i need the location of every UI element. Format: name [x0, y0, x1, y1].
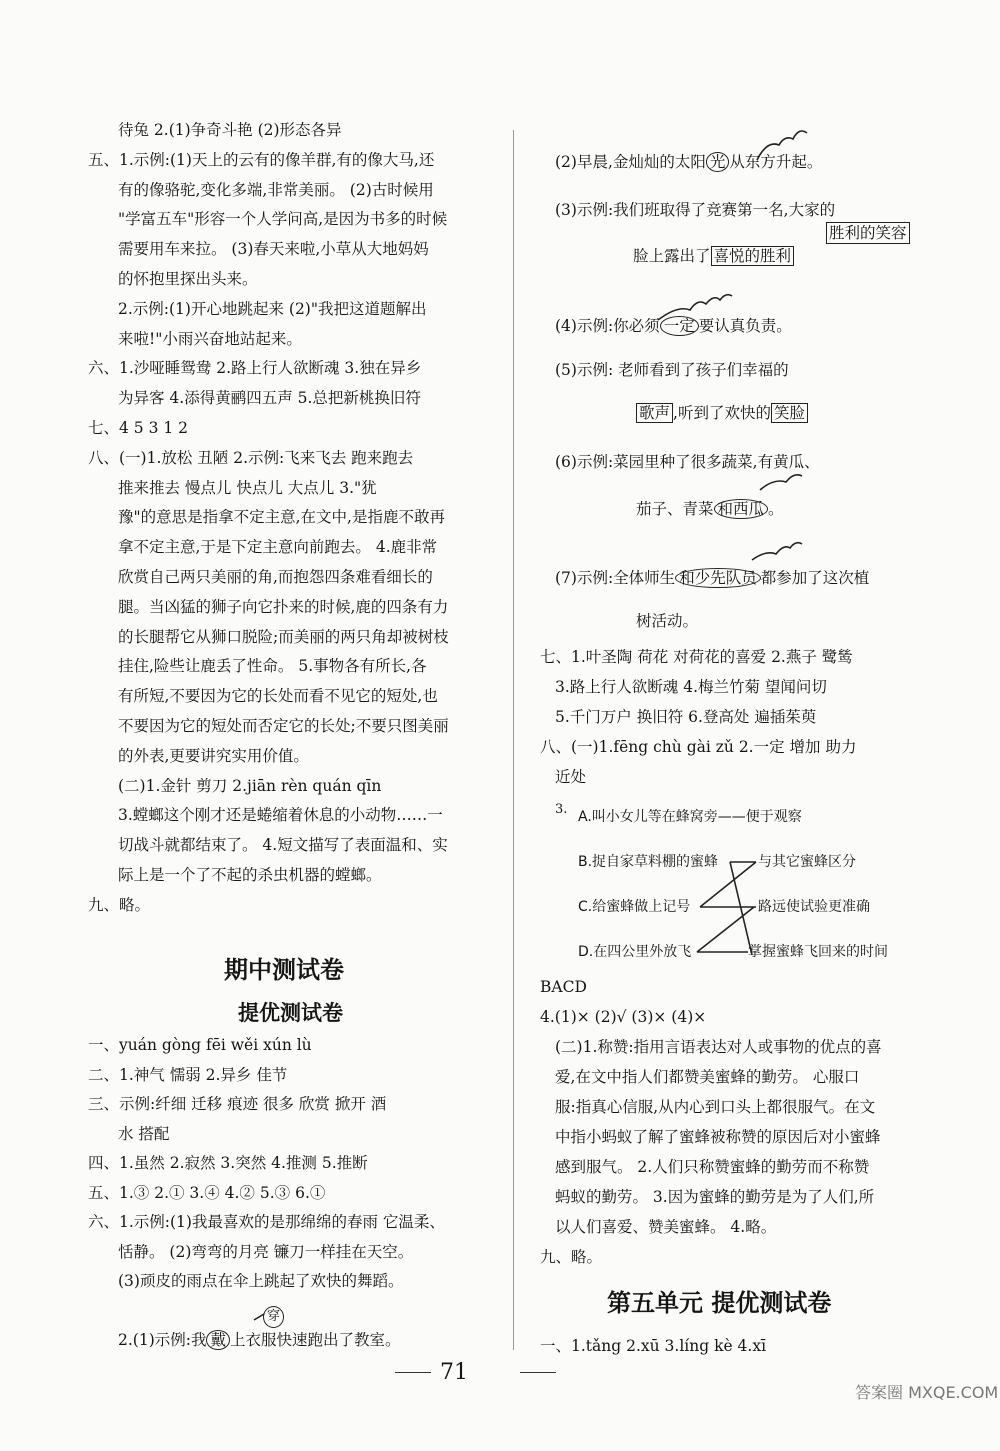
answer-line: 挂住,险些让鹿丢了性命。 5.事物各有所长,各 [118, 657, 427, 676]
answer-line: 四、1.虽然 2.寂然 3.突然 4.推测 5.推断 [88, 1154, 368, 1172]
swirl-mark-7 [752, 543, 802, 560]
answer-line: 欣赏自己两只美丽的角,而抱怨四条难看细长的 [118, 568, 433, 586]
page-dash-right [520, 1372, 556, 1373]
answer-line: 恬静。 (2)弯弯的月亮 镰刀一样挂在天空。 [118, 1242, 414, 1261]
circled-word: 一定 [660, 316, 699, 336]
text: (4)示例:你必须 [555, 317, 660, 335]
answer-line: 六、1.示例:(1)我最喜欢的是那绵绵的春雨 它温柔、 [88, 1213, 445, 1231]
answer-line: 蚂蚁的勤劳。 3.因为蜜蜂的勤劳是为了人们,所 [555, 1188, 875, 1206]
answer-line: 五、1.示例:(1)天上的云有的像羊群,有的像大马,还 [88, 150, 435, 169]
answer-line: 七、4 5 3 1 2 [88, 419, 189, 437]
answer-line: 腿。当凶猛的狮子向它扑来的时候,鹿的四条有力 [118, 597, 449, 616]
answer-line: 九、略。 [540, 1248, 603, 1266]
circled-word: 和少先队员 [675, 568, 761, 588]
text: 从东方升起。 [729, 153, 823, 171]
text: 脸上露出了 [633, 247, 711, 265]
question-3-number: 3. [555, 802, 568, 817]
answer-line: 2.示例:(1)开心地跳起来 (2)"我把这道题解出 [118, 299, 427, 318]
answer-line: 水 搭配 [118, 1124, 170, 1143]
advanced-test-title: 提优测试卷 [238, 1001, 343, 1025]
page-number: 71 [440, 1360, 468, 1385]
sentence-6a: (6)示例:菜园里种了很多蔬菜,有黄瓜、 [555, 453, 820, 471]
answer-line: 来啦!"小雨兴奋地站起来。 [118, 329, 302, 348]
circled-word: 和西瓜 [714, 499, 769, 519]
swirl-mark-4 [658, 295, 732, 320]
answer-line: (二)1.称赞:指用言语表达对人或事物的优点的喜 [555, 1038, 882, 1056]
match-line-b2 [730, 862, 752, 955]
answer-line: 九、略。 [88, 895, 151, 914]
answer-line: 5.千门万户 换旧符 6.登高处 遍插茱萸 [555, 708, 817, 726]
answer-line: 的外表,更要讲究实用价值。 [118, 746, 309, 765]
match-right-1: 与其它蜜蜂区分 [758, 854, 856, 870]
match-left-a: A.叫小女儿等在蜂窝旁——便于观察 [578, 809, 802, 825]
answer-line: 际上是一个了不起的杀虫机器的螳螂。 [118, 866, 382, 884]
answer-line: 拿不定主意,于是下定主意向前跑去。 4.鹿非常 [118, 538, 438, 557]
answer-line: 4.(1)× (2)√ (3)× (4)× [540, 1008, 707, 1026]
swirl-mark-6 [760, 475, 802, 490]
text: ,听到了欢快的 [673, 404, 771, 422]
boxed-phrase: 胜利的笑容 [826, 222, 910, 244]
answer-line: "学富五车"形容一个人学问高,是因为书多的时候 [118, 210, 448, 229]
text: (2)早晨,金灿灿的太阳 [555, 153, 706, 171]
sentence-5a: (5)示例: 老师看到了孩子们幸福的 [555, 361, 789, 379]
answer-line: 八、(一)1.fēng chù gài zǔ 2.一定 增加 助力 [540, 738, 857, 756]
correction-mark: 穿 [263, 1306, 284, 1328]
answer-line: 八、(一)1.放松 丑陋 2.示例:飞来飞去 跑来跑去 [88, 448, 414, 467]
answer-line: 中指小蚂蚁了解了蜜蜂被称赞的原因后对小蜜蜂 [555, 1128, 881, 1146]
answer-line: 有所短,不要因为它的长处而看不见它的短处,也 [118, 687, 438, 706]
sentence-7b: 树活动。 [636, 612, 699, 630]
unit5-title: 第五单元 提优测试卷 [607, 1289, 832, 1317]
answer-line: 七、1.叶圣陶 荷花 对荷花的喜爱 2.燕子 鹭鸶 [540, 648, 853, 666]
answer-line: 切战斗就都结束了。 4.短文描写了表面温和、实 [118, 836, 448, 855]
answer-line: 六、1.沙哑睡鸳鸯 2.路上行人欲断魂 3.独在异乡 [88, 359, 422, 378]
answer-line: 的长腿帮它从狮口脱险;而美丽的两只角却被树枝 [118, 627, 449, 646]
boxed-phrase: 喜悦的胜利 [711, 246, 795, 266]
match-left-d: D.在四公里外放飞 [578, 944, 692, 960]
text: 都参加了这次植 [760, 569, 870, 587]
answer-line: 3.螳螂这个刚才还是蜷缩着休息的小动物……一 [118, 806, 443, 825]
watermark: 答案圈 MXQE.COM [855, 1383, 999, 1402]
match-line-c [700, 862, 756, 907]
answer-line: (3)顽皮的雨点在伞上跳起了欢快的舞蹈。 [118, 1272, 404, 1290]
text: (7)示例:全体师生 [555, 569, 676, 587]
answer-line: 服:指真心信服,从内心到口头上都很服气。在文 [555, 1098, 876, 1116]
answer-line: 待兔 2.(1)争奇斗艳 (2)形态各异 [118, 121, 342, 139]
circled-word: 戴 [206, 1330, 230, 1350]
text: 。 [768, 500, 784, 518]
answer-line: 二、1.神气 懦弱 2.异乡 佳节 [88, 1065, 288, 1084]
match-right-2: 路远使试验更准确 [758, 899, 870, 915]
text: 茄子、青菜 [636, 500, 714, 518]
answer-line: 的怀抱里探出头来。 [118, 270, 258, 288]
text: 上衣服快速跑出了教室。 [229, 1331, 401, 1349]
answer-line: 推来推去 慢点儿 快点儿 大点儿 3."犹 [118, 478, 377, 497]
match-right-3: 掌握蜜蜂飞回来的时间 [748, 944, 888, 960]
page-dash-left [395, 1372, 431, 1373]
answer-line: BACD [540, 978, 587, 996]
answer-line: 三、示例:纤细 迁移 痕迹 很多 欣赏 掀开 酒 [88, 1095, 387, 1113]
midterm-title: 期中测试卷 [224, 956, 344, 984]
answer-line: 豫"的意思是指拿不定主意,在文中,是指鹿不敢再 [118, 508, 445, 527]
answer-line: 不要因为它的短处而否定它的长处;不要只图美丽 [118, 717, 449, 735]
swirl-mark-2 [757, 131, 807, 160]
answer-line: (二)1.金针 剪刀 2.jiān rèn quán qīn [118, 776, 382, 795]
answer-line: 近处 [555, 768, 587, 786]
swirl-mark-left [254, 1314, 264, 1320]
text: 2.(1)示例:我 [118, 1331, 207, 1349]
answer-line: 一、yuán gòng fēi wěi xún lù [88, 1036, 312, 1054]
boxed-word: 歌声 [636, 403, 673, 423]
answer-line: 需要用车来拉。 (3)春天来啦,小草从大地妈妈 [118, 240, 429, 259]
text: (3)示例:我们班取得了竞赛第一名,大家的 [555, 201, 836, 219]
answer-line: 感到服气。 2.人们只称赞蜜蜂的勤劳而不称赞 [555, 1158, 870, 1176]
answer-line: 有的像骆驼,变化多端,非常美丽。 (2)古时候用 [118, 180, 434, 199]
circled-word: 光 [706, 152, 730, 172]
answer-line: 为异客 4.添得黄鹂四五声 5.总把新桃换旧符 [118, 389, 421, 408]
answer-line: 以人们喜爱、赞美蜜蜂。 4.略。 [555, 1218, 777, 1236]
answer-line: 3.路上行人欲断魂 4.梅兰竹菊 望闻问切 [555, 678, 827, 696]
answer-line: 爱,在文中指人们都赞美蜜蜂的勤劳。 心服口 [555, 1068, 860, 1086]
match-left-c: C.给蜜蜂做上记号 [578, 899, 691, 915]
answer-line: 五、1.③ 2.① 3.④ 4.② 5.③ 6.① [88, 1183, 326, 1202]
unit5-first-line: 一、1.tǎng 2.xū 3.líng kè 4.xī [540, 1337, 767, 1355]
text: 要认真负责。 [698, 317, 792, 335]
match-left-b: B.捉自家草料棚的蜜蜂 [578, 854, 719, 870]
boxed-word: 笑脸 [771, 403, 808, 423]
